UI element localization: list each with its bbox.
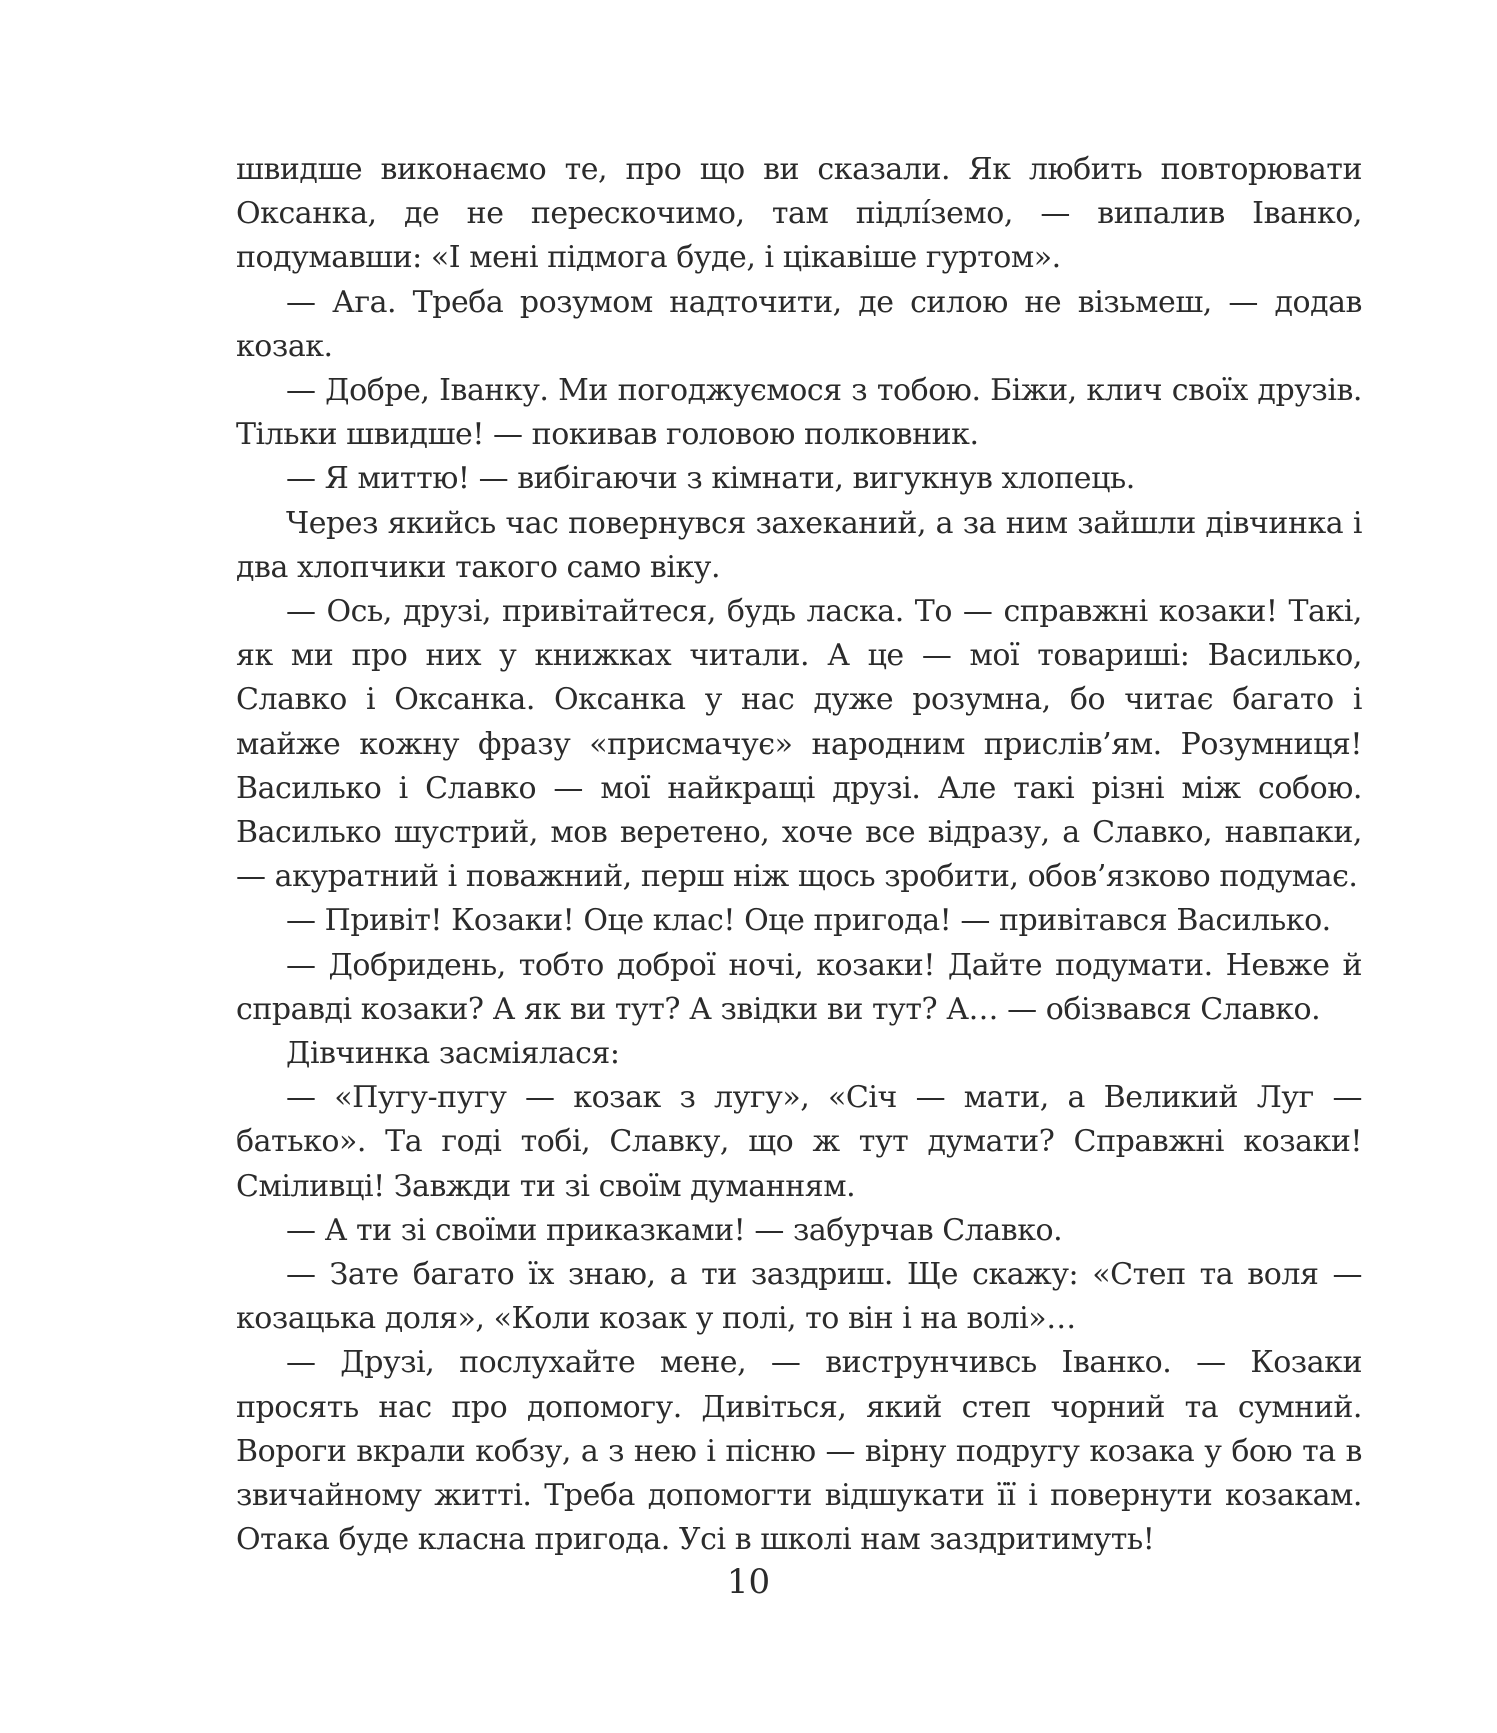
paragraph: — А ти зі своїми приказками! — забурчав Славко.: [286, 1212, 1063, 1248]
paragraph: — Зате багато їх знаю, а ти заздриш. Ще скажу: «Степ та воля — козацька доля», «Коли козак у полі, то він і на волі»…: [236, 1257, 1362, 1337]
paragraph: Дівчинка засміялася:: [286, 1036, 620, 1072]
paragraph: — Добре, Іванку. Ми погоджуємося з тобою. Біжи, клич своїх друзів. Тільки швидше! — покивав головою полковник.: [236, 373, 1362, 453]
page-number: 10: [726, 1562, 771, 1602]
paragraph: — «Пугу-пугу — козак з лугу», «Січ — мати, а Великий Луг — батько». Та годі тобі, Славку, що ж тут думати? Справжні козаки! Сміливці! Завжди ти зі своїм думанням.: [236, 1080, 1362, 1204]
paragraph: — Добридень, тобто доброї ночі, козаки! Дайте подумати. Невже й справді козаки? А як ви тут? А звідки ви тут? А… — обізвався Славко.: [236, 947, 1362, 1027]
paragraph: — Ага. Треба розумом надточити, де силою не візьмеш, — додав козак.: [236, 284, 1362, 364]
paragraph: Через якийсь час повернувся захеканий, а за ним зайшли дівчинка і два хлопчики такого само віку.: [236, 505, 1362, 585]
body-text: [236, 148, 1362, 1563]
paragraph: — Привіт! Козаки! Оце клас! Оце пригода! — привітався Василько.: [286, 903, 1331, 939]
paragraph: — Друзі, послухайте мене, — виструнчивсь Іванко. — Козаки просять нас про допомогу. Дивіться, який степ чорний та сумний. Вороги вкрали кобзу, а з нею і пісню — вірну подругу козака у бою та в звичайному житті. Треба допомогти відшукати її і повернути козакам. Отака буде класна пригода. Усі в школі нам заздритимуть!: [236, 1345, 1362, 1558]
paragraph: швидше виконаємо те, про що ви сказали. Як любить повторювати Оксанка, де не перескочимо, там підлíземо, — випалив Іванко, подумавши: «І мені підмога буде, і цікавіше гуртом».: [236, 152, 1362, 276]
paragraph: — Ось, друзі, привітайтеся, будь ласка. То — справжні козаки! Такі, як ми про них у книжках читали. А це — мої товариші: Василько, Славко і Оксанка. Оксанка у нас дуже розумна, бо читає багато і майже кожну фразу «присмачує» народним прислів’ям. Розумниця! Василько і Славко — мої найкращі друзі. Але такі різні між собою. Василько шустрий, мов веретено, хоче все відразу, а Славко, навпаки, — акуратний і поважний, перш ніж щось зробити, обов’язково подумає.: [236, 594, 1362, 895]
paragraph: — Я миттю! — вибігаючи з кімнати, вигукнув хлопець.: [286, 461, 1135, 497]
